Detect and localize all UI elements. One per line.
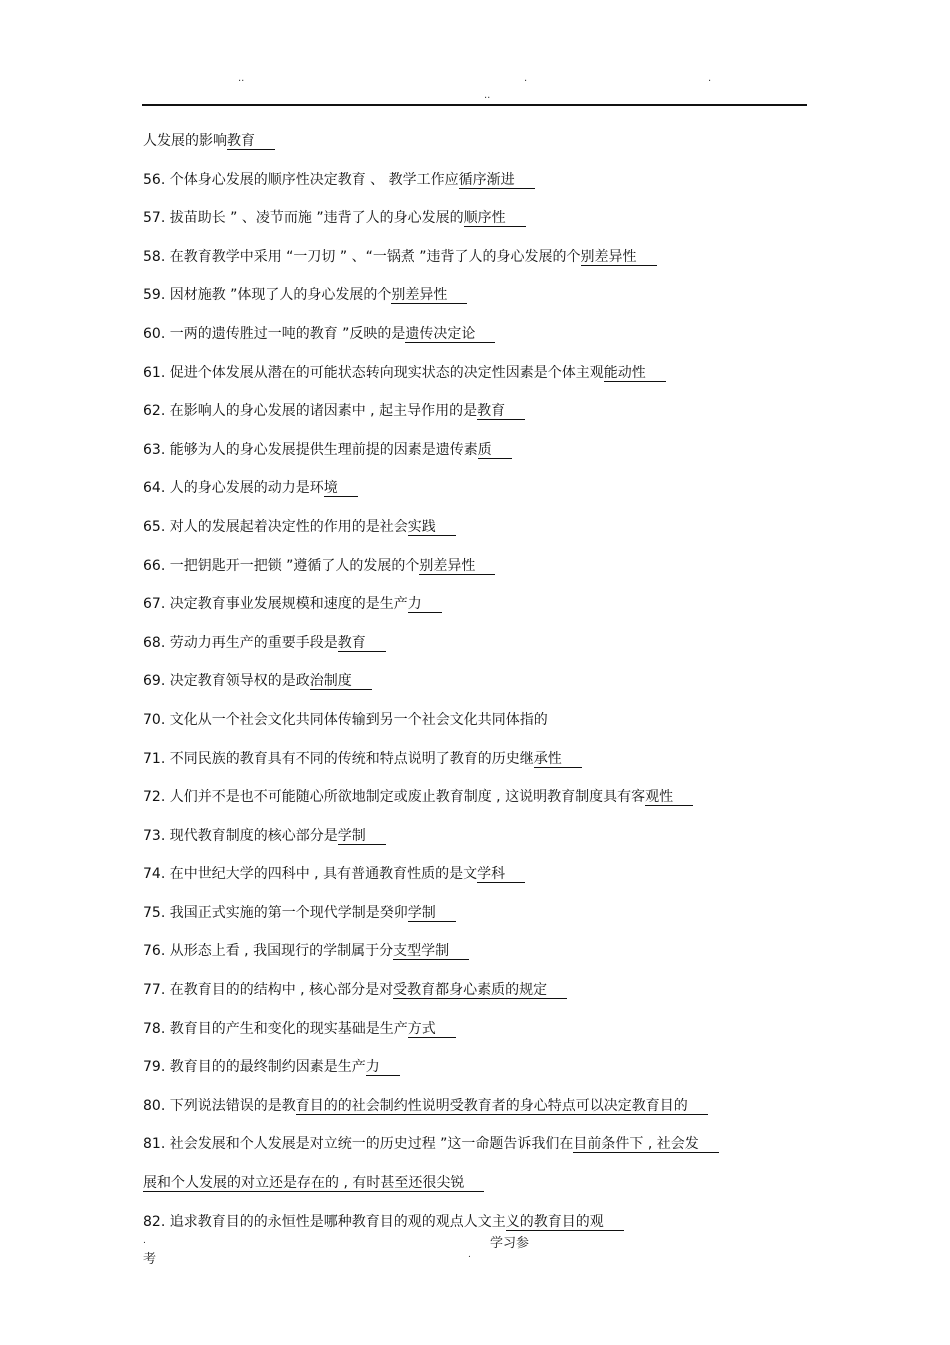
answer-text: 学制: [338, 828, 386, 845]
question-line: [143, 669, 813, 708]
question-line: [143, 245, 813, 284]
answer-text: 学科: [477, 866, 525, 883]
question-line: [143, 747, 813, 786]
question-line: [143, 476, 813, 515]
question-text: 81. 社会发展和个人发展是对立统一的历史过程 ”这一命题告诉我们在: [143, 1136, 574, 1153]
question-text: 77. 在教育目的的结构中 , 核心部分是对: [143, 982, 394, 999]
question-line: [143, 978, 813, 1017]
question-text: 68. 劳动力再生产的重要手段是: [143, 634, 338, 651]
header-dot: .: [524, 73, 528, 84]
question-text: 62. 在影响人的身心发展的诸因素中 , 起主导作用的是: [143, 403, 478, 420]
question-line: [143, 1210, 813, 1249]
answer-text: 育目的的社会制约性说明受教育者的身心特点可以决定教育目的: [296, 1098, 708, 1115]
answer-text: 境: [324, 480, 358, 497]
question-text: 79. 教育目的的最终制约因素是生产: [143, 1059, 366, 1076]
answer-text: 承性: [534, 751, 582, 768]
answer-text: 教育: [338, 635, 386, 652]
question-line: [143, 824, 813, 863]
answer-text: 力: [408, 596, 442, 613]
question-text: 61. 促进个体发展从潜在的可能状态转向现实状态的决定性因素是个体主观: [143, 364, 604, 381]
question-line: [143, 283, 813, 322]
answer-text: 别差异性: [391, 287, 467, 304]
question-line: [143, 168, 813, 207]
answer-text: 展和个人发展的对立还是存在的 , 有时甚至还很尖锐: [143, 1175, 484, 1192]
answer-text: 循序渐进: [459, 172, 535, 189]
answer-text: 力: [366, 1059, 400, 1076]
answer-text: 别差异性: [419, 558, 495, 575]
question-text: 59. 因材施教 ”体现了人的身心发展的个: [143, 287, 392, 304]
answer-text: 方式: [408, 1021, 456, 1038]
question-line: [143, 862, 813, 901]
question-line: [143, 592, 813, 631]
answer-text: 能动性: [604, 365, 666, 382]
answer-text: 顺序性: [464, 210, 526, 227]
question-text: 74. 在中世纪大学的四科中 , 具有普通教育性质的是文: [143, 866, 478, 883]
answer-text: 观性: [645, 789, 693, 806]
answer-text: 支型学制: [393, 943, 469, 960]
footer-dot: .: [468, 1250, 471, 1260]
answer-text: 学制: [408, 905, 456, 922]
question-text: 64. 人的身心发展的动力是环: [143, 480, 324, 497]
question-text: 75. 我国正式实施的第一个现代学制是癸卯: [143, 904, 408, 921]
question-line: [143, 1055, 813, 1094]
header-rule: [142, 104, 807, 106]
footer-label: 学习参: [490, 1236, 530, 1251]
question-line: [143, 438, 813, 477]
question-text: 71. 不同民族的教育具有不同的传统和特点说明了教育的历史继: [143, 750, 534, 767]
question-line: [143, 1017, 813, 1056]
header-dot: .: [708, 73, 712, 84]
footer-dot: .: [143, 1236, 146, 1246]
question-line: [143, 515, 813, 554]
question-text: 58. 在教育教学中采用 “一刀切 ” 、“一锅煮 ”违背了人的身心发展的个: [143, 248, 581, 265]
answer-text: 教育: [227, 133, 275, 150]
question-text: 66. 一把钥匙开一把锁 ”遵循了人的发展的个: [143, 557, 420, 574]
question-line: [143, 361, 813, 400]
answer-text: 教育: [477, 403, 525, 420]
question-text: 80. 下列说法错误的是教: [143, 1097, 296, 1114]
question-text: 69. 决定教育领导权的是政: [143, 673, 310, 690]
answer-text: 质: [478, 442, 512, 459]
header-dot: ..: [484, 90, 491, 101]
answer-text: 目前条件下 , 社会发: [573, 1136, 718, 1153]
question-text: 76. 从形态上看 , 我国现行的学制属于分: [143, 943, 394, 960]
question-line: [143, 129, 813, 168]
header-dot: ..: [238, 73, 245, 84]
question-line: [143, 399, 813, 438]
answer-text: 治制度: [310, 673, 372, 690]
question-text: 60. 一两的遗传胜过一吨的教育 ”反映的是: [143, 325, 406, 342]
question-line: [143, 554, 813, 593]
question-text: 63. 能够为人的身心发展提供生理前提的因素是遗传素: [143, 441, 478, 458]
question-line: [143, 1171, 813, 1210]
question-text: 78. 教育目的产生和变化的现实基础是生产: [143, 1020, 408, 1037]
footer-text: 考: [143, 1252, 157, 1267]
question-line: [143, 1132, 813, 1171]
question-line: [143, 206, 813, 245]
answer-text: 遗传决定论: [405, 326, 495, 343]
answer-text: 实践: [408, 519, 456, 536]
question-line: [143, 785, 813, 824]
question-line: [143, 901, 813, 940]
question-text: 82. 追求教育目的的永恒性是哪种教育目的观的观点人文主: [143, 1213, 506, 1230]
question-line: [143, 631, 813, 670]
answer-text: 义的教育目的观: [506, 1214, 624, 1231]
question-text: 67. 决定教育事业发展规模和速度的是生产: [143, 596, 408, 613]
question-line: [143, 1094, 813, 1133]
answer-text: 受教育都身心素质的规定: [393, 982, 567, 999]
question-line: [143, 708, 813, 747]
question-text: 57. 拔苗助长 ” 、凌节而施 ”违背了人的身心发展的: [143, 210, 464, 227]
question-text: 人发展的影响: [143, 133, 227, 149]
answer-text: 别差异性: [581, 249, 657, 266]
question-list: [143, 129, 813, 1248]
question-text: 70. 文化从一个社会文化共同体传输到另一个社会文化共同体指的: [143, 711, 548, 728]
question-line: [143, 939, 813, 978]
question-text: 56. 个体身心发展的顺序性决定教育 、 教学工作应: [143, 171, 459, 188]
question-text: 72. 人们并不是也不可能随心所欲地制定或废止教育制度 , 这说明教育制度具有客: [143, 789, 646, 806]
question-text: 73. 现代教育制度的核心部分是: [143, 827, 338, 844]
question-line: [143, 322, 813, 361]
question-text: 65. 对人的发展起着决定性的作用的是社会: [143, 518, 408, 535]
